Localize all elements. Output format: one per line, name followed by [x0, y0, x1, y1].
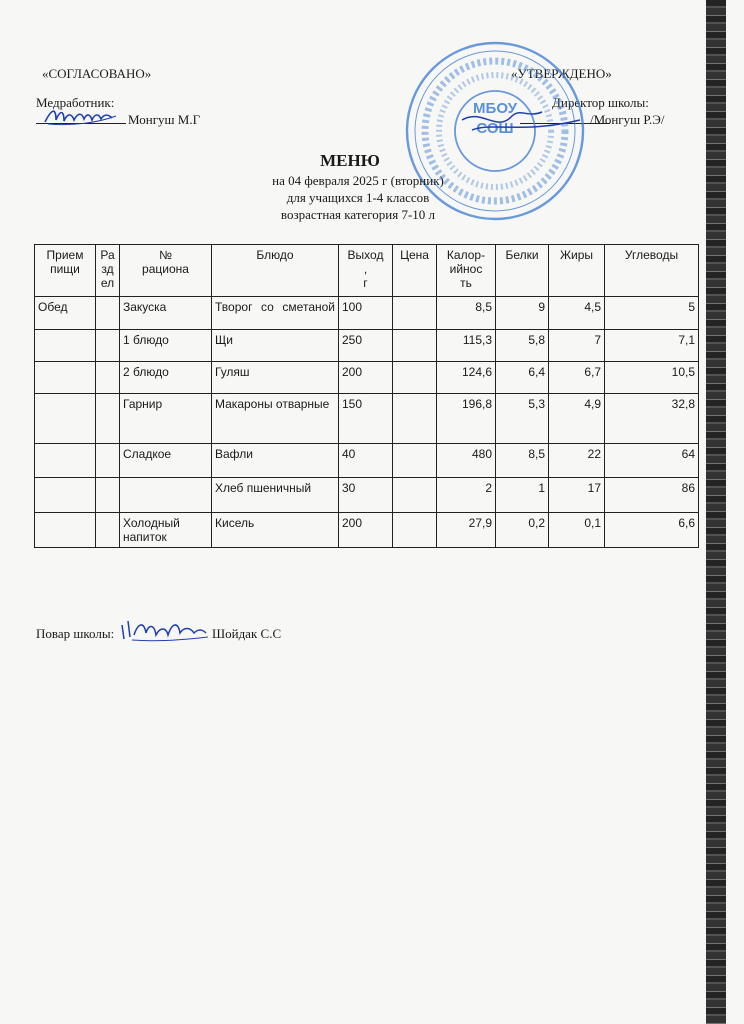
column-header: Калор- ийнос ть [437, 245, 496, 297]
cell-section [96, 394, 120, 444]
cell-yield: 150 [339, 394, 393, 444]
agreed-label: «СОГЛАСОВАНО» [42, 66, 152, 81]
cell-carbs: 7,1 [605, 330, 699, 362]
stamp-text-2: СОШ [476, 120, 514, 137]
cell-yield: 250 [339, 330, 393, 362]
cell-ration: 1 блюдо [120, 330, 212, 362]
table-row [35, 513, 699, 548]
cell-ration: Гарнир [120, 394, 212, 444]
table-row [35, 394, 699, 444]
cell-protein: 8,5 [496, 444, 549, 478]
table-row [35, 330, 699, 362]
cell-price [393, 478, 437, 513]
column-header: Углеводы [605, 245, 699, 297]
cell-protein: 9 [496, 297, 549, 330]
cell-dish: Кисель [212, 513, 339, 548]
cell-protein: 5,8 [496, 330, 549, 362]
cell-fat: 7 [549, 330, 605, 362]
column-header: Жиры [549, 245, 605, 297]
table-row [35, 297, 699, 330]
cell-fat: 4,9 [549, 394, 605, 444]
approved-role: Директор школы: [552, 95, 649, 110]
cell-yield: 200 [339, 513, 393, 548]
stamp-text-1: МБОУ [473, 100, 517, 117]
cell-section [96, 478, 120, 513]
cell-calories: 480 [437, 444, 496, 478]
cell-price [393, 394, 437, 444]
cell-protein: 5,3 [496, 394, 549, 444]
cell-price [393, 330, 437, 362]
cell-carbs: 6,6 [605, 513, 699, 548]
cell-calories: 27,9 [437, 513, 496, 548]
cell-meal [35, 513, 96, 548]
cell-carbs: 5 [605, 297, 699, 330]
column-header: № рациона [120, 245, 212, 297]
table-row [35, 362, 699, 394]
table-row [35, 478, 699, 513]
agreed-signature [42, 104, 120, 128]
cell-meal: Обед [35, 297, 96, 330]
cell-carbs: 32,8 [605, 394, 699, 444]
table-header-row [35, 245, 699, 297]
date-line: на 04 февраля 2025 г (вторник) [272, 173, 444, 188]
column-header: Белки [496, 245, 549, 297]
cell-calories: 2 [437, 478, 496, 513]
cell-yield: 200 [339, 362, 393, 394]
cell-section [96, 297, 120, 330]
cell-meal [35, 362, 96, 394]
column-header: Выход , г [339, 245, 393, 297]
table-row [35, 444, 699, 478]
agreed-role: Медработник: [36, 95, 115, 110]
page-title: МЕНЮ [320, 151, 380, 170]
cook-signature [118, 613, 210, 643]
column-header: Ра зд ел [96, 245, 120, 297]
cell-protein: 0,2 [496, 513, 549, 548]
cell-meal [35, 478, 96, 513]
cell-calories: 115,3 [437, 330, 496, 362]
cell-meal [35, 444, 96, 478]
age-line: возрастная категория 7-10 л [280, 207, 436, 222]
approved-name: /Монгуш Р.Э/ [590, 112, 665, 127]
audience-line: для учащихся 1-4 классов [286, 190, 430, 205]
cell-price [393, 362, 437, 394]
cell-dish: Хлеб пшеничный [212, 478, 339, 513]
cell-dish: Творог со сметаной [212, 297, 339, 330]
cell-fat: 17 [549, 478, 605, 513]
cell-price [393, 513, 437, 548]
column-header: Цена [393, 245, 437, 297]
cook-role: Повар школы: [36, 626, 115, 641]
cell-ration: Закуска [120, 297, 212, 330]
cell-carbs: 10,5 [605, 362, 699, 394]
cell-section [96, 444, 120, 478]
cell-carbs: 86 [605, 478, 699, 513]
column-header: Прием пищи [35, 245, 96, 297]
cell-fat: 22 [549, 444, 605, 478]
cell-protein: 6,4 [496, 362, 549, 394]
cell-yield: 30 [339, 478, 393, 513]
menu-table [34, 244, 699, 548]
scan-edge-artifact [706, 0, 726, 1024]
cell-fat: 6,7 [549, 362, 605, 394]
cell-meal [35, 394, 96, 444]
cell-section [96, 513, 120, 548]
cell-calories: 8,5 [437, 297, 496, 330]
column-header: Блюдо [212, 245, 339, 297]
cell-section [96, 330, 120, 362]
cell-fat: 4,5 [549, 297, 605, 330]
cell-yield: 100 [339, 297, 393, 330]
cell-ration: 2 блюдо [120, 362, 212, 394]
cell-price [393, 297, 437, 330]
cell-meal [35, 330, 96, 362]
cell-dish: Макароны отварные [212, 394, 339, 444]
cell-protein: 1 [496, 478, 549, 513]
cell-price [393, 444, 437, 478]
agreed-name: Монгуш М.Г [128, 112, 201, 127]
cell-yield: 40 [339, 444, 393, 478]
cell-dish: Вафли [212, 444, 339, 478]
cell-ration: Холодный напиток [120, 513, 212, 548]
approved-label: «УТВЕРЖДЕНО» [511, 66, 612, 81]
cell-calories: 196,8 [437, 394, 496, 444]
cell-section [96, 362, 120, 394]
cell-carbs: 64 [605, 444, 699, 478]
cell-fat: 0,1 [549, 513, 605, 548]
cell-ration [120, 478, 212, 513]
cook-name: Шойдак С.С [212, 626, 282, 641]
cell-ration: Сладкое [120, 444, 212, 478]
cell-dish: Гуляш [212, 362, 339, 394]
cell-dish: Щи [212, 330, 339, 362]
cell-calories: 124,6 [437, 362, 496, 394]
